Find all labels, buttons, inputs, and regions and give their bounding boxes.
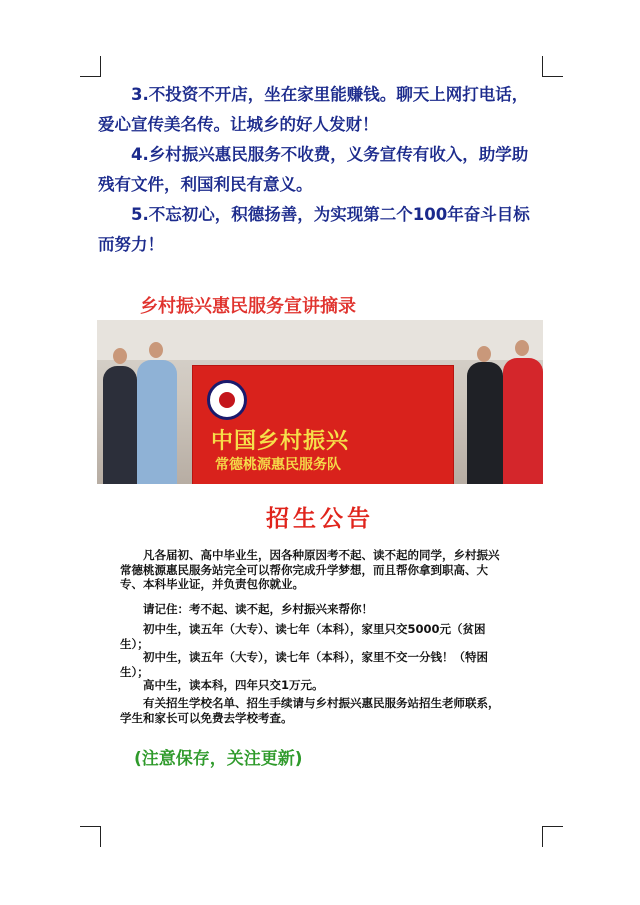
crop-mark-top-left <box>80 56 101 77</box>
paragraph-item-3: 3.不投资不开店，坐在家里能赚钱。聊天上网打电话，爱心宣传美名传。让城乡的好人发财！ <box>98 85 529 134</box>
crop-mark-top-right <box>542 56 563 77</box>
person-figure <box>503 358 543 484</box>
footer-note: (注意保存，关注更新) <box>134 749 303 769</box>
emblem-icon <box>207 380 247 420</box>
person-figure <box>137 360 177 484</box>
crop-mark-bottom-left <box>80 826 101 847</box>
notice-paragraph: 凡各届初、高中毕业生，因各种原因考不起、读不起的同学，乡村振兴常德桃源惠民服务站完全可以帮你完成升学梦想，而且帮你拿到职高、大专、本科毕业证，并负责包你就业。 <box>120 548 500 591</box>
notice-paragraph: 请记住：考不起、读不起，乡村振兴来帮你！ <box>143 602 373 616</box>
person-figure <box>467 362 503 484</box>
person-head <box>515 340 529 356</box>
group-photo <box>97 320 543 484</box>
person-figure <box>103 366 137 484</box>
notice-paragraph: 高中生，读本科，四年只交1万元。 <box>143 678 324 692</box>
crop-mark-bottom-right <box>542 826 563 847</box>
notice-paragraph: 有关招生学校名单、招生手续请与乡村振兴惠民服务站招生老师联系，学生和家长可以免费去学校考查。 <box>120 696 500 725</box>
section-title: 乡村振兴惠民服务宣讲摘录 <box>140 296 356 317</box>
person-head <box>149 342 163 358</box>
paragraph-item-5: 5.不忘初心，积德扬善，为实现第二个100年奋斗目标而努力！ <box>98 205 530 254</box>
notice-title: 招生公告 <box>266 506 374 532</box>
paragraph-item-4: 4.乡村振兴惠民服务不收费，义务宣传有收入，助学助残有文件，利国利民有意义。 <box>98 145 529 194</box>
person-head <box>477 346 491 362</box>
banner-title: 中国乡村振兴 <box>211 429 350 454</box>
person-head <box>113 348 127 364</box>
banner-subtitle: 常德桃源惠民服务队 <box>215 457 341 473</box>
red-banner <box>192 365 454 484</box>
notice-paragraph: 初中生，读五年（大专）、读七年（本科），家里只交5000元（贫困生）； <box>120 622 486 651</box>
notice-paragraph: 初中生，读五年（大专），读七年（本科），家里不交一分钱！（特困生）； <box>120 650 488 679</box>
